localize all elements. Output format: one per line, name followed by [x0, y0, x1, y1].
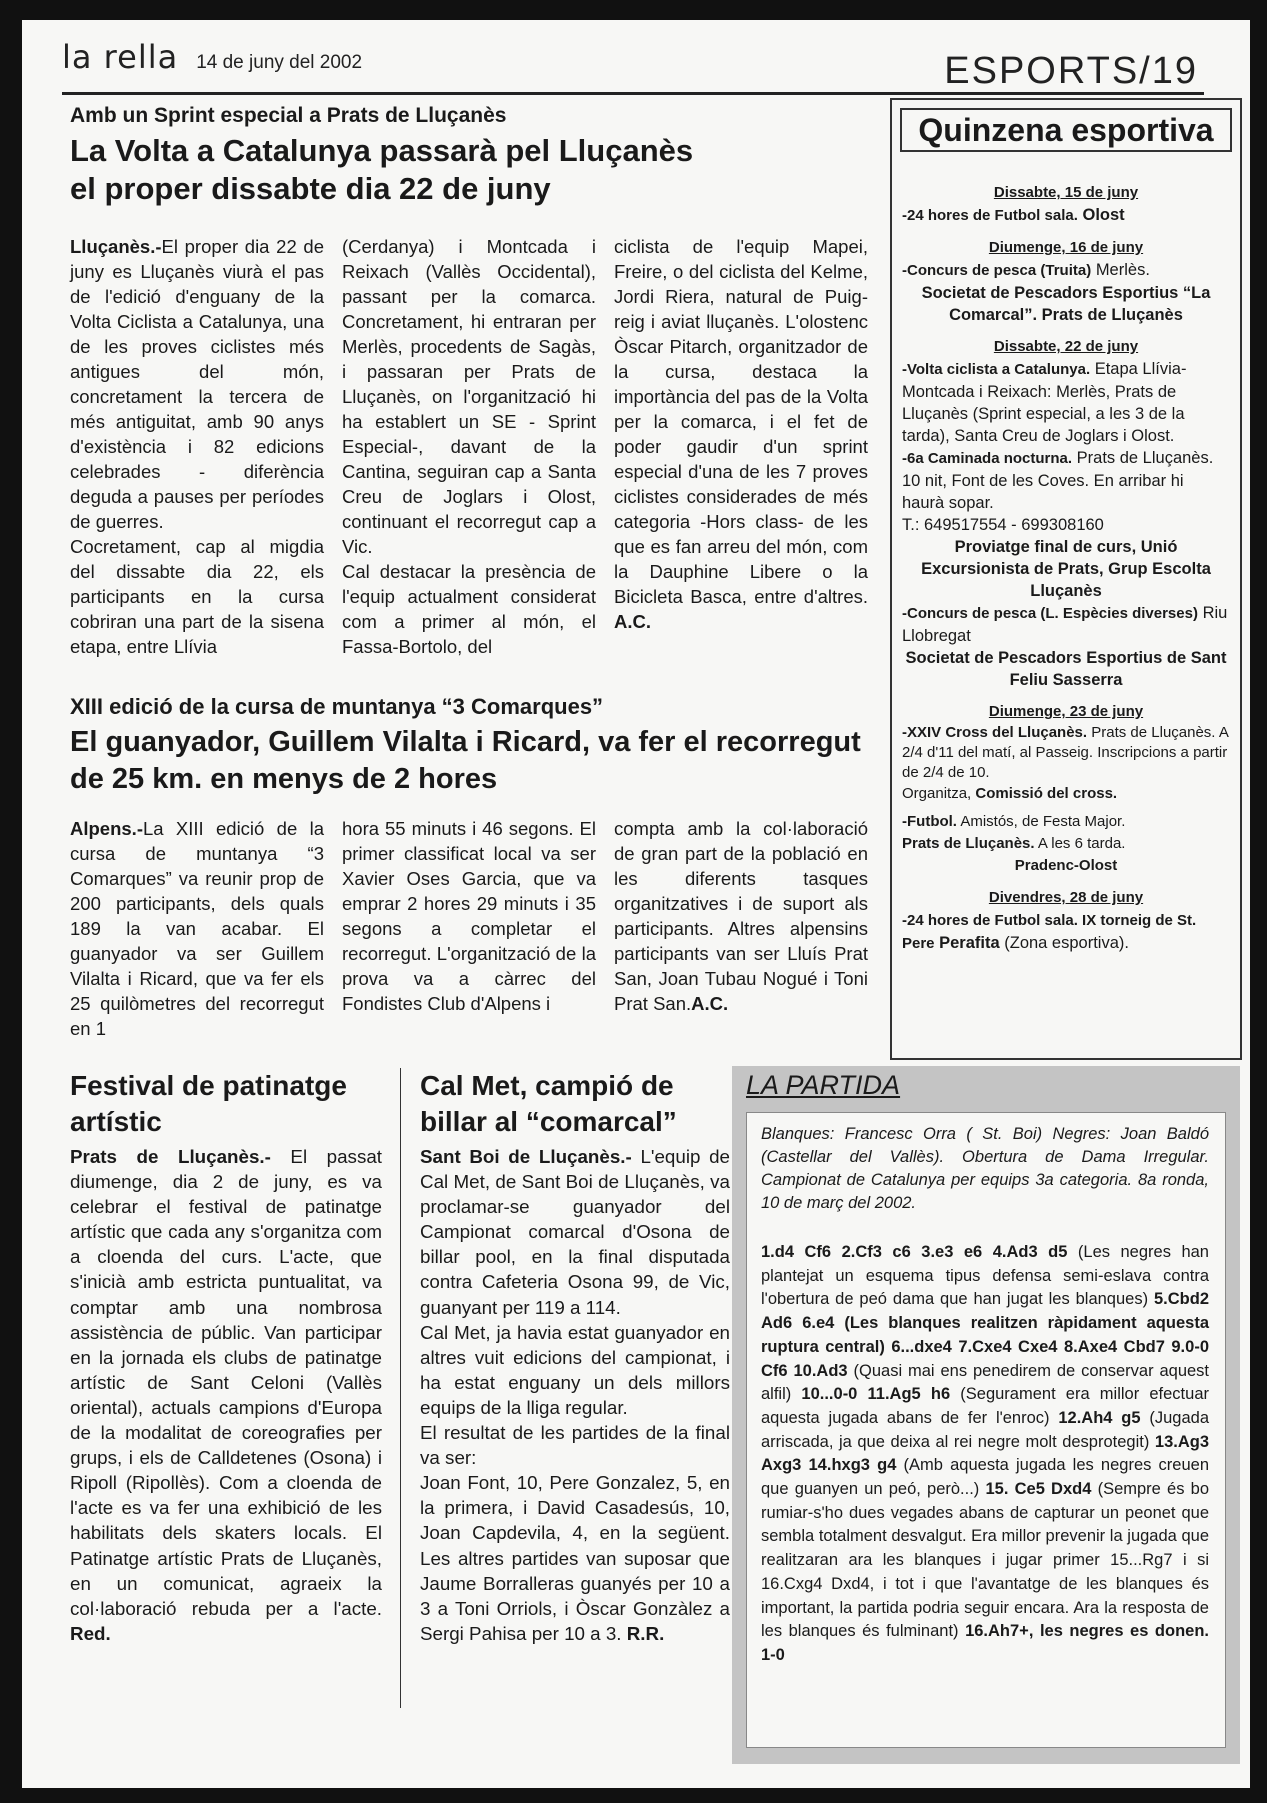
event-title: -24 hores de Futbol sala. IX torneig de St. Pere	[902, 912, 1197, 952]
issue-date: 14 de juny del 2002	[196, 52, 363, 73]
festival-text: El passat diumenge, dia 2 de juny, es va celebrar el festival de patinatge artístic que cada any s'organitza com a cloenda del curs. L'acte, que s'inicià amb estricta puntualitat, va comptar amb una nombrosa assistència de públic. Van participar en la jornada els clubs de patinatge artístic de Sant Celoni (Vallès oriental), actuals campions d'Europa de la modalitat de coreografies per grups, i els de Calldetenes (Osona) i Ripoll (Ripollès). Com a cloenda de l'acte es va fer una exhibició de les habilitats dels skaters locals. El Patinatge artístic Prats de Lluçanès, en un comunicat, agraeix la col·laboració rebuda per a l'acte.	[70, 1146, 382, 1619]
calmet-text-3: El resultat de les partides de la final va ser:	[420, 1422, 730, 1469]
calendar-date: Divendres, 28 de juny	[988, 889, 1144, 906]
article1-col1b-text: Cocretament, cap al migdia del dissabte dia 22, els participants en la cursa cobriran una part de la sisena etapa, entre Llívia	[70, 536, 324, 657]
article2-col3-text: compta amb la col·laboració de gran part de la població en les diferents tasques organitzatives i de suport als participants. Altres alpensins participants van ser Lluís Prat San, Joan Tubau Nogué i Toni Prat San.	[614, 818, 868, 1014]
calendar-date: Diumenge, 16 de juny	[988, 239, 1144, 256]
article1-kicker: Amb un Sprint especial a Prats de Lluçanès	[70, 104, 507, 127]
article2-column-2	[342, 816, 596, 1016]
chess-moves: 5.Cbd2 Ad6 6.e4 (Les blanques realitzen ràpidament aquesta ruptura central) 6...dxe4 7.Cxe4 Cxe4 8.Axe4 Cbd7 9.0-0 Cf6 10.Ad3	[761, 1290, 1209, 1380]
chess-commentary: (Jugada arriscada, ja que deixa al rei negre molt desprotegit)	[761, 1408, 1209, 1451]
event-place: Merlès.	[1095, 261, 1150, 279]
event-place: Perafita	[939, 934, 1000, 952]
article2-column-1	[70, 816, 324, 1041]
article1-col2-text: (Cerdanya) i Montcada i Reixach (Vallès Occidental), passant per la comarca. Concretament, hi entraran per Merlès, procedents de Sagàs, i passaran per Prats de Lluçanès, on l'organització hi ha establert un SE - Sprint Especial-, davant de la Cantina, seguiran cap a Santa Creu de Joglars i Olost, continuant el recorregut cap a Vic.	[342, 236, 596, 557]
chess-moves: 10...0-0 11.Ag5 h6	[801, 1385, 951, 1404]
calendar-date: Dissabte, 22 de juny	[993, 338, 1139, 355]
sports-calendar-list	[902, 182, 1230, 955]
section-page-number: ESPORTS/19	[944, 50, 1198, 92]
article2-col1-text: La XIII edició de la cursa de muntanya “3 Comarques” va reunir prop de 200 participants, dels quals 189 la van acabar. El guanyador va ser Guillem Vilalta i Ricard, que va fer els 25 quilòmetres del recorregut en 1	[70, 818, 324, 1039]
calendar-date: Dissabte, 15 de juny	[993, 184, 1139, 201]
newspaper-page	[22, 20, 1250, 1788]
chess-game-title: LA PARTIDA	[746, 1070, 901, 1100]
event-title: -Volta ciclista a Catalunya.	[902, 361, 1091, 378]
event-organizer: Proviatge final de curs, Unió Excursionista de Prats, Grup Escolta Lluçanès	[921, 538, 1211, 600]
event-organizer-label: Organitza,	[902, 785, 972, 802]
event-time: A les 6 tarda.	[1037, 835, 1126, 852]
event-title: -Concurs de pesca (Truita)	[902, 262, 1092, 279]
event-title: -Futbol.	[902, 813, 957, 830]
article2-signature: A.C.	[691, 993, 729, 1014]
chess-moves: 12.Ah4 g5	[1058, 1408, 1141, 1427]
article2-kicker: XIII edició de la cursa de muntanya “3 Comarques”	[70, 694, 604, 719]
sports-calendar-box	[890, 98, 1242, 1060]
calmet-signature: R.R.	[626, 1622, 665, 1644]
article2-dateline: Alpens.-	[70, 818, 143, 839]
event-details: Prats de Lluçanès. 10 nit, Font de les Coves. En arribar hi haurà sopar.	[902, 449, 1214, 512]
calmet-text-4: Joan Font, 10, Pere Gonzalez, 5, en la primera, i David Casadesús, 10, Joan Capdevila, 4, en la següent. Les altres partides van suposar que Jaume Borralleras guanyés per 10 a 3 a Toni Orriols, i Òscar Gonzàlez a Sergi Pahisa per 10 a 3.	[420, 1472, 730, 1644]
calmet-text-2: Cal Met, ja havia estat guanyador en altres vuit edicions del campionat, i ha estat enguany un dels millors equips de la lliga regular.	[420, 1321, 730, 1418]
event-organizer: Comissió del cross.	[975, 785, 1118, 802]
event-details: Prats de Lluçanès. A 2/4 d'11 del matí, al Passeig. Inscripcions a partir de 2/4 de 10.	[902, 724, 1228, 781]
article2-col2-text: hora 55 minuts i 46 segons. El primer classificat local va ser Xavier Oses Garcia, que va emprar 2 hores 29 minuts i 35 segons a completar el recorregut. L'organització de la prova va a càrrec del Fondistes Club d'Alpens i	[342, 818, 596, 1014]
article2-column-3	[614, 816, 868, 1016]
event-details: Etapa Llívia-Montcada i Reixach: Merlès, Prats de Lluçanès (Sprint especial, a les 3 de la tarda), Santa Creu de Joglars i Olost.	[902, 360, 1187, 445]
article2-headline: El guanyador, Guillem Vilalta i Ricard, va fer el recorregut de 25 km. en menys de 2 hores	[70, 726, 861, 795]
article1-column-2	[342, 234, 596, 659]
brand-name: la rella	[62, 38, 179, 76]
calmet-dateline: Sant Boi de Lluçanès.-	[420, 1146, 632, 1167]
header-rule	[62, 92, 1204, 95]
article1-dateline: Lluçanès.-	[70, 236, 162, 257]
event-details: Amistós, de Festa Major.	[960, 813, 1126, 830]
article1-headline: La Volta a Catalunya passarà pel Lluçanès el proper dissabte dia 22 de juny	[70, 133, 694, 206]
festival-headline: Festival de patinatge artístic	[70, 1070, 347, 1137]
chess-moves: 15. Ce5 Dxd4	[985, 1480, 1092, 1499]
event-organizer: Societat de Pescadors Esportius “La Comarcal”. Prats de Lluçanès	[921, 284, 1211, 324]
festival-dateline: Prats de Lluçanès.-	[70, 1146, 271, 1167]
event-title: -Concurs de pesca (L. Espècies diverses)	[902, 605, 1198, 622]
article1-signature: A.C.	[614, 611, 651, 632]
chess-commentary: (Quasi mai ens penedirem de conservar aquest alfil)	[761, 1361, 1210, 1404]
event-title: -6a Caminada nocturna.	[902, 450, 1073, 467]
article1-column-3	[614, 234, 868, 634]
event-place: Riu Llobregat	[902, 604, 1228, 645]
sports-calendar-title: Quinzena esportiva	[900, 108, 1232, 152]
article1-col2b-text: Cal destacar la presència de l'equip actualment considerat com a primer al món, el Fassa-Bortolo, del	[342, 561, 596, 657]
article1-col3-text: ciclista de l'equip Mapei, Freire, o del ciclista del Kelme, Jordi Riera, natural de Puig-reig i aviat lluçanès. L'olostenc Òscar Pitarch, organitzador de la cursa, destaca la importància del pas de la Volta per la comarca, i el fet de poder gaudir d'un sprint especial d'una de les 7 proves ciclistes considerades de més categoria -Hors class- de les que es fan arreu del món, com la Dauphine Libere o la Bicicleta Basca, entre d'altres.	[614, 236, 868, 607]
event-place: Prats de Lluçanès.	[902, 835, 1035, 852]
festival-body	[70, 1144, 382, 1646]
chess-moves: 16.Ah7+, les negres es donen. 1-0	[761, 1622, 1210, 1664]
event-title: -24 hores de Futbol sala.	[902, 207, 1078, 224]
event-title: -XXIV Cross del Lluçanès.	[902, 724, 1088, 741]
chess-game-panel	[746, 1112, 1226, 1748]
column-divider	[400, 1068, 401, 1708]
event-match: Pradenc-Olost	[1014, 857, 1118, 874]
article1-column-1	[70, 234, 324, 659]
calmet-headline: Cal Met, campió de billar al “comarcal”	[420, 1070, 677, 1137]
chess-commentary: (Segurament era millor efectuar aquesta jugada abans de fer l'enroc)	[761, 1385, 1209, 1427]
calmet-text-1: L'equip de Cal Met, de Sant Boi de Lluçanès, va proclamar-se guanyador del Campionat comarcal d'Osona de billar pool, en la final disputada contra Cafeteria Osona 99, de Vic, guanyant per 119 a 114.	[420, 1146, 730, 1318]
article1-col1-text: El proper dia 22 de juny es Lluçanès viurà el pas de l'edició d'enguany de la Volta Ciclista a Catalunya, una de les proves ciclistes més antigues del món, concretament la tercera de més antiguitat, amb 90 anys d'existència i 82 edicions celebrades - diferència deguda a pauses per períodes de guerres.	[70, 236, 324, 532]
festival-signature: Red.	[70, 1622, 111, 1644]
masthead	[62, 38, 362, 76]
calmet-body	[420, 1144, 730, 1646]
chess-game-moves	[761, 1241, 1209, 1668]
calendar-date: Diumenge, 23 de juny	[988, 703, 1144, 720]
chess-commentary: (Amb aquesta jugada les negres creuen que guanyen un peó, però...)	[761, 1456, 1209, 1499]
chess-commentary: (Sempre és bo rumiar-s'ho dues vegades abans de capturar un peonet que sembla totalment desvalgut. Era millor prevenir la jugada que realitzaran ara les blanques i jugar primer 15...Rg7 i si 16.Cxg4 Dxd4, i tot i que l'avantatge de les blanques és important, la partida podria seguir encara. Ara la resposta de les blanques és fulminant)	[761, 1480, 1209, 1641]
chess-moves: 1.d4 Cf6 2.Cf3 c6 3.e3 e6 4.Ad3 d5	[761, 1243, 1068, 1261]
event-details: (Zona esportiva).	[1004, 934, 1129, 952]
event-place: Olost	[1082, 206, 1125, 224]
chess-moves: 13.Ag3 Axg3 14.hxg3 g4	[761, 1432, 1209, 1475]
chess-game-box	[732, 1066, 1240, 1764]
event-organizer: Societat de Pescadors Esportius de Sant Feliu Sasserra	[905, 649, 1227, 689]
event-phone: T.: 649517554 - 699308160	[902, 516, 1104, 534]
chess-commentary: (Les negres han plantejat un esquema tipus defensa semi-eslava contra l'obertura de peó dama que han jugat les blanques)	[761, 1243, 1209, 1309]
chess-game-intro: Blanques: Francesc Orra ( St. Boi) Negres: Joan Baldó (Castellar del Vallès). Obertura de Dama Irregular. Campionat de Catalunya per equips 3a categoria. 8a ronda, 10 de març del 2002.	[761, 1125, 1209, 1212]
